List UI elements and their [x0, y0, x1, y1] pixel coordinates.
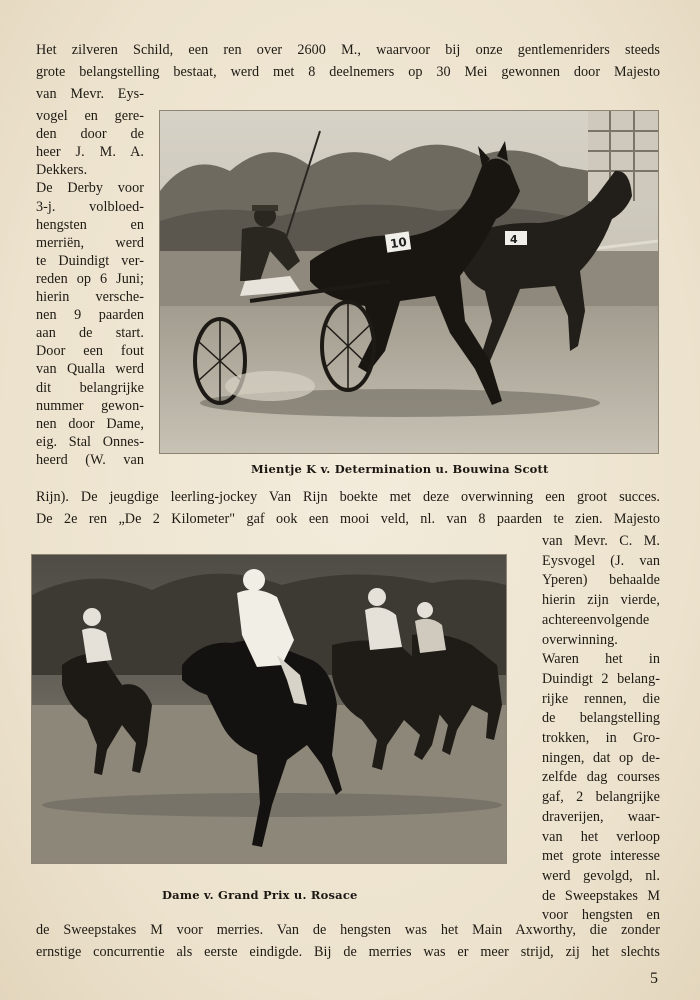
body-text-line: van Mevr. C. M. [542, 533, 660, 549]
body-text-line: heer J. M. A. [36, 144, 144, 161]
flat-race-illustration [32, 555, 506, 863]
trotting-race-illustration [160, 111, 658, 453]
body-text-line: den door de [36, 126, 144, 143]
body-text-line: Rijn). De jeugdige leerling-jockey Van Rijn boekte met deze overwinning een groot succes. [36, 489, 660, 505]
body-text-line: van Qualla werd [36, 361, 144, 378]
body-text-line: gaf, 2 belangrijke [542, 789, 660, 806]
body-text-line: zelfde dag courses [542, 769, 660, 786]
body-text-line: overwinning. [542, 631, 618, 648]
body-text-line: de Sweepstakes M [542, 887, 660, 904]
body-text-line: met grote interesse [542, 848, 660, 865]
body-text-line: grote belangstelling bestaat, werd met 8 deelnemers op 30 Mei gewonnen door Majesto [36, 64, 660, 80]
race-number-bib: 4 [510, 233, 518, 246]
body-text-line: werd gevolgd, nl. [542, 867, 660, 884]
body-text-line: reden op 6 Juni; [36, 270, 144, 287]
body-text-line: Eysvogel (J. van [542, 552, 660, 569]
page-number: 5 [650, 970, 658, 987]
race-number-bib: 10 [389, 234, 408, 252]
body-text-line: rijke rennen, die [542, 690, 660, 707]
photo-caption: Mientje K v. Determination u. Bouwina Scott [251, 462, 549, 476]
body-text-line: trokken, in Gro- [542, 730, 660, 746]
trotting-race-photo [159, 110, 659, 454]
flat-race-photo [31, 554, 507, 864]
body-text-line: De Derby voor [36, 180, 144, 197]
body-text-line: voor hengsten en [542, 907, 660, 924]
body-text-line: nen 9 paarden [36, 307, 144, 324]
body-text-line: te Duindigt ver- [36, 252, 144, 269]
body-text-line: dit belangrijke [36, 379, 144, 396]
body-text-line: achtereenvolgende [542, 611, 650, 628]
body-text-line: de Sweepstakes M voor merries. Van de hengsten was het Main Axworthy, die zonder [36, 922, 660, 938]
body-text-line: 3-j. volbloed- [36, 198, 144, 215]
body-text-line: draverijen, waar- [542, 808, 660, 825]
body-text-line: hengsten en [36, 216, 144, 233]
body-text-line: Dekkers. [36, 162, 88, 179]
body-text-line: ningen, dat op de- [542, 749, 660, 766]
body-text-line: aan de start. [36, 325, 144, 342]
body-text-line: van het verloop [542, 828, 660, 845]
body-text-line: de belangstelling [542, 710, 660, 727]
body-text-line: Duindigt 2 belang- [542, 670, 660, 687]
body-text-line: hierin zijn vierde, [542, 592, 660, 609]
body-text-line: vogel en gere- [36, 108, 144, 124]
body-text-line: Waren het in [542, 651, 660, 668]
body-text-line: Yperen) behaalde [542, 572, 660, 589]
body-text-line: Door een fout [36, 343, 144, 360]
body-text-line: nen door Dame, [36, 415, 144, 432]
body-text-line: heerd (W. van [36, 451, 144, 468]
body-text-line: van Mevr. Eys- [36, 86, 144, 102]
body-text-line: eig. Stal Onnes- [36, 433, 144, 450]
body-text-line: nummer gewon- [36, 397, 144, 414]
photo-caption: Dame v. Grand Prix u. Rosace [162, 888, 358, 902]
body-text-line: ernstige concurrentie als eerste eindigde. Bij de merries was er meer strijd, zij het slechts [36, 944, 660, 960]
body-text-line: Het zilveren Schild, een ren over 2600 M., waarvoor bij onze gentlemenriders steeds [36, 42, 660, 58]
body-text-line: hierin versche- [36, 289, 144, 305]
body-text-line: merriën, werd [36, 234, 144, 251]
body-text-line: De 2e ren „De 2 Kilometer" gaf ook een mooi veld, nl. van 8 paarden te zien. Majesto [36, 511, 660, 527]
